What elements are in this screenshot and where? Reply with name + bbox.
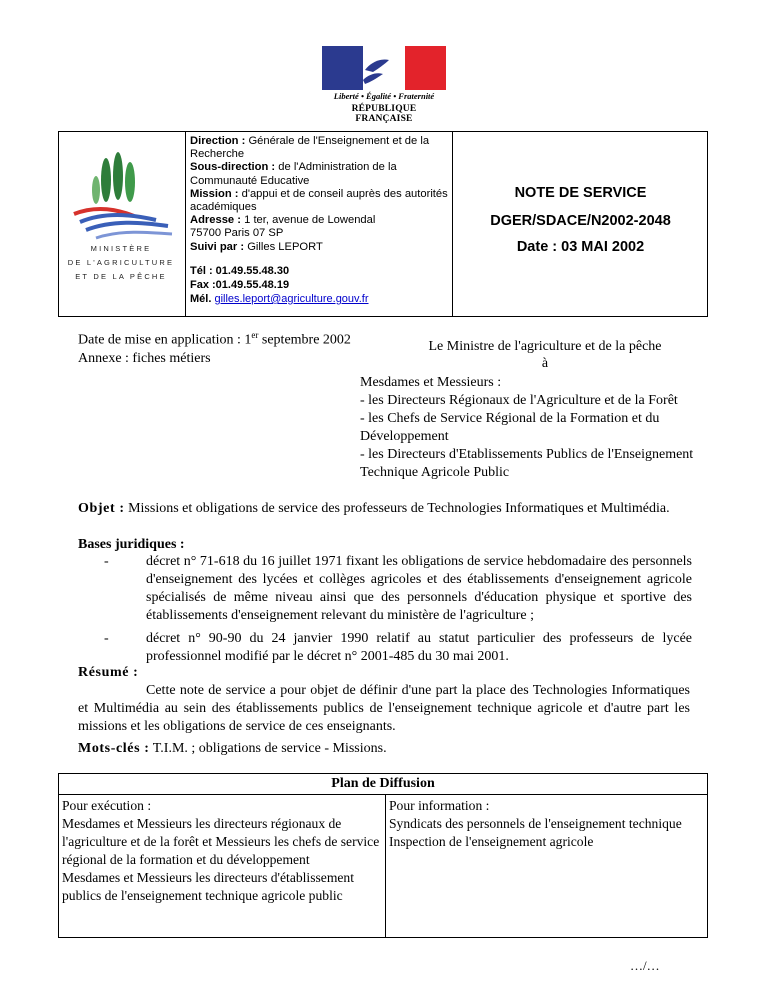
adresse-line-2: 75700 Paris 07 SP: [190, 227, 284, 240]
annexe: Annexe : fiches métiers: [78, 351, 211, 366]
wheat-waves-icon: [60, 150, 182, 242]
diffusion-information-column: [389, 797, 705, 851]
bullet-dash: -: [104, 631, 109, 646]
diffusion-divider: [385, 794, 386, 938]
ministry-logo: [60, 150, 182, 300]
rf-name: RÉPUBLIQUE FRANÇAISE: [351, 104, 417, 124]
diffusion-execution-column: [62, 797, 384, 905]
diffusion-line: Pour information :: [389, 798, 490, 813]
note-date: Date : 03 MAI 2002: [516, 239, 645, 255]
fax-line: Fax :01.49.55.48.19: [190, 279, 290, 291]
bullet-dash: -: [104, 554, 109, 569]
tricolor-flag: [322, 46, 446, 90]
minister-block: [360, 338, 730, 372]
application-date: Date de mise en application : 1er septembre 2002: [78, 330, 351, 348]
minister-line: Le Ministre de l'agriculture et de la pêche: [428, 339, 662, 354]
tel-line: Tél : 01.49.55.48.30: [190, 265, 290, 277]
resume-paragraph: Cette note de service a pour objet de définir d'une part la place des Technologies Informatiques et Multimédia au sein des établissements publics de l'enseignement technique agricole et d'autre part les missions et les obligations de service de ces enseignants.: [78, 683, 690, 734]
note-reference: DGER/SDACE/N2002-2048: [490, 213, 671, 229]
rf-motto: Liberté • Égalité • Fraternité: [333, 91, 435, 101]
header-divider: [185, 131, 186, 317]
keywords-line: Mots-clés : T.I.M. ; obligations de service - Missions.: [78, 741, 387, 756]
diffusion-line: Mesdames et Messieurs les directeurs régionaux de l'agriculture et de la forêt et Messieurs les chefs de service régional de la formation et du développement: [62, 816, 380, 867]
bases-juridiques-label: Bases juridiques :: [78, 537, 185, 552]
ministry-logo-text: MINISTÈRE DE L'AGRICULTURE ET DE LA PÊCHE: [67, 244, 175, 281]
direction-line: Direction : Générale de l'Enseignement et de la Recherche: [190, 135, 430, 161]
addressee-line: - les Directeurs Régionaux de l'Agriculture et de la Forêt: [360, 393, 678, 408]
sous-direction-line: Sous-direction : de l'Administration de la Communauté Educative: [190, 161, 397, 187]
legal-basis-item: décret n° 90-90 du 24 janvier 1990 relatif au statut particulier des professeurs de lycée professionnel modifié par le décret n° 2001-485 du 30 mai 2001.: [146, 631, 692, 664]
diffusion-line: Syndicats des personnels de l'enseignement technique: [389, 816, 682, 831]
mel-line: Mél. gilles.leport@agriculture.gouv.fr: [190, 293, 369, 305]
adresse-line: Adresse : 1 ter, avenue de Lowendal: [190, 214, 376, 227]
diffusion-title: Plan de Diffusion: [331, 776, 435, 791]
suivi-line: Suivi par : Gilles LEPORT: [190, 240, 323, 253]
legal-basis-item: décret n° 71-618 du 16 juillet 1971 fixant les obligations de service hebdomadaire des personnels d'enseignement des lycées et collèges agricoles et des établissements d'enseignement agricole spécialisés de même niveau ainsi que des personnels d'éducation physique et sportive des établissements d'enseignement relevant du ministère de l'agriculture ;: [146, 554, 692, 623]
republique-francaise-logo: [322, 46, 446, 124]
diffusion-divider: [58, 794, 708, 795]
note-title: NOTE DE SERVICE: [514, 185, 647, 201]
minister-a: à: [541, 356, 549, 371]
addressee-line: - les Directeurs d'Etablissements Publics de l'Enseignement Technique Agricole Public: [360, 447, 694, 480]
addressee-list: [360, 374, 740, 482]
direction-block: [190, 135, 450, 254]
email-link[interactable]: gilles.leport@agriculture.gouv.fr: [214, 293, 369, 305]
continued-marker: …/…: [630, 958, 660, 973]
objet-paragraph: Objet : Missions et obligations de service des professeurs de Technologies Informatiques et Multimédia.: [78, 501, 670, 516]
contact-block: [190, 264, 450, 306]
marianne-profile-icon: [363, 46, 404, 90]
mission-line: Mission : d'appui et de conseil auprès des autorités académiques: [190, 187, 448, 214]
diffusion-line: Pour exécution :: [62, 798, 152, 813]
addressee-line: - les Chefs de Service Régional de la Formation et du Développement: [360, 411, 660, 444]
objet-label: Objet :: [78, 501, 125, 516]
diffusion-line: Mesdames et Messieurs les directeurs d'établissement publics de l'enseignement technique agricole public: [62, 870, 354, 903]
addressee-line: Mesdames et Messieurs :: [360, 375, 502, 390]
resume-label: Résumé :: [78, 665, 139, 680]
diffusion-line: Inspection de l'enseignement agricole: [389, 834, 594, 849]
